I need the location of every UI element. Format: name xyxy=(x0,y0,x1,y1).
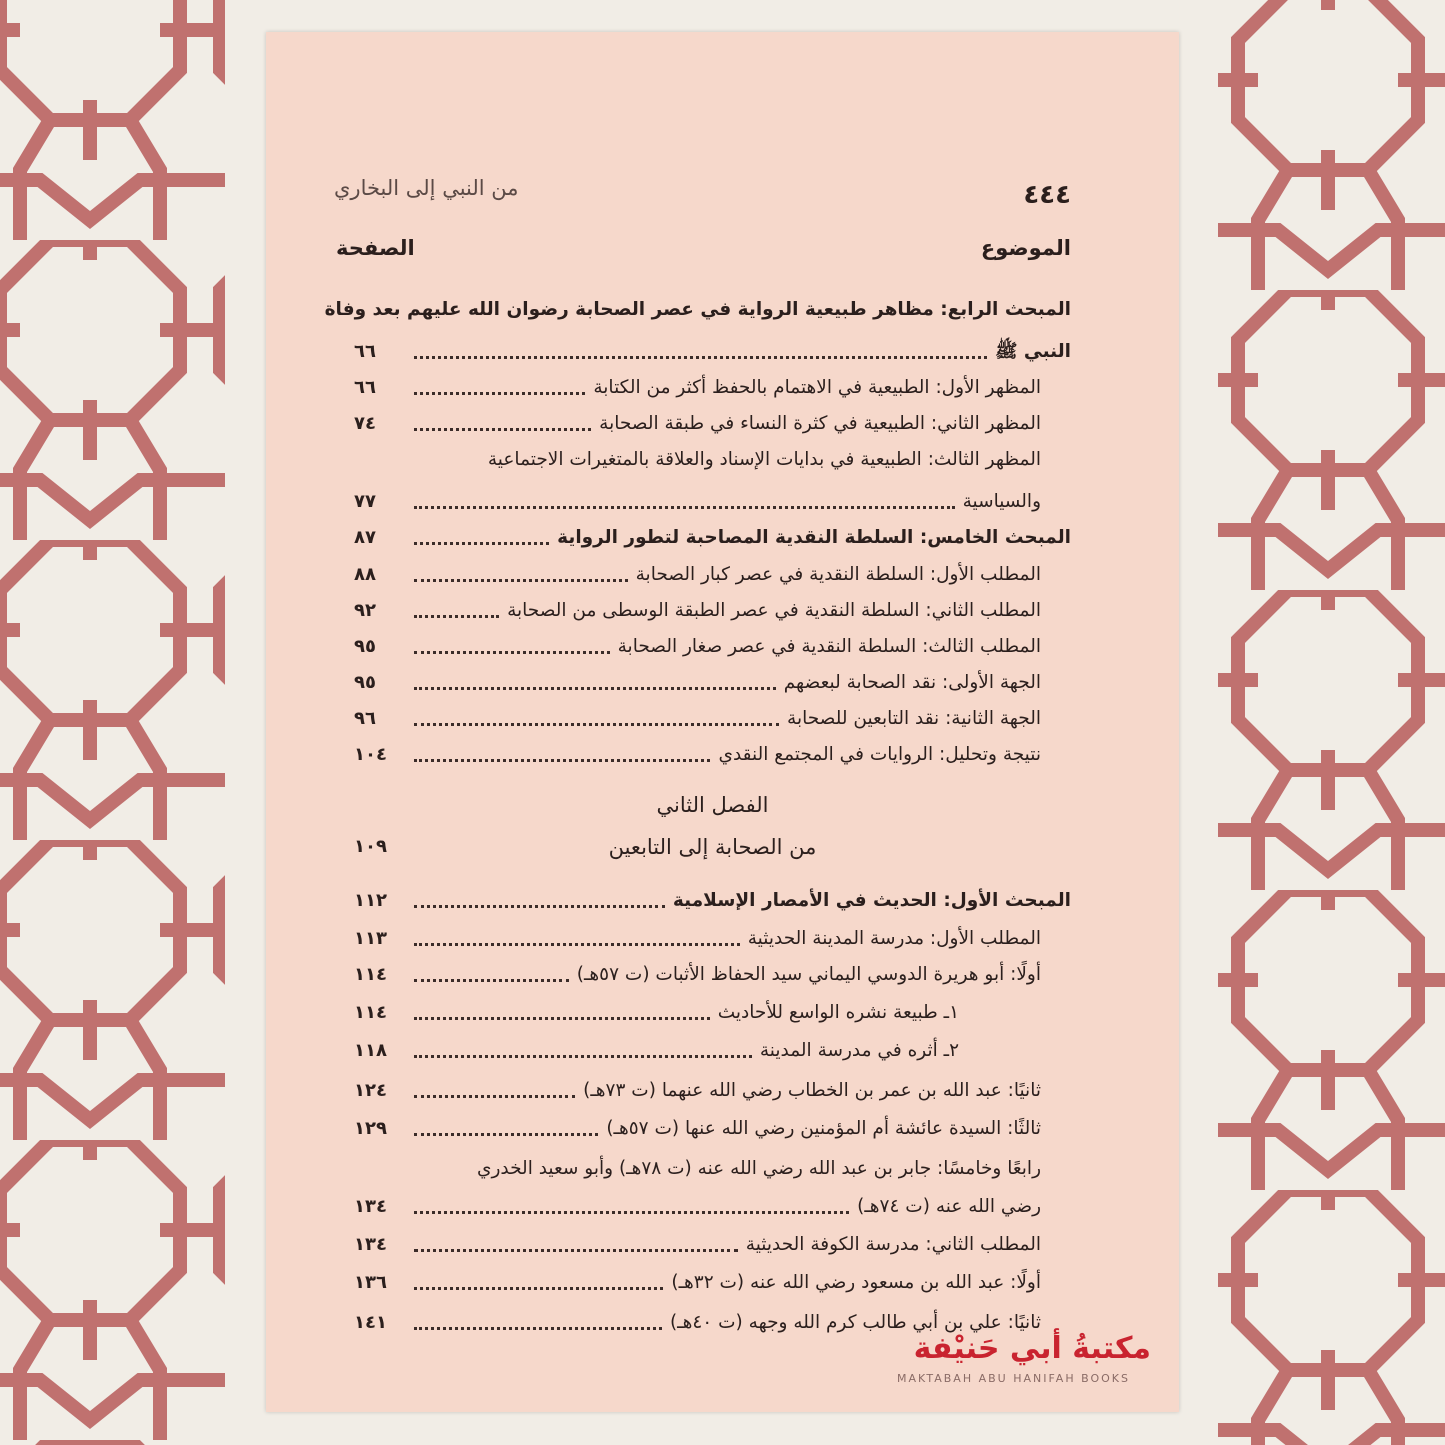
toc-entry-title: المظهر الثالث: الطبيعية في بدايات الإسناد والعلاقة بالمتغيرات الاجتماعية xyxy=(487,449,1041,470)
toc-entry xyxy=(354,373,1071,403)
toc-leader-dots xyxy=(414,1287,663,1290)
chapter-heading: الفصل الثاني xyxy=(656,793,769,817)
toc-entry xyxy=(354,409,1071,439)
toc-leader-dots xyxy=(414,1055,752,1058)
toc-entry xyxy=(354,924,1071,954)
toc-entry xyxy=(354,1230,1071,1260)
toc-entry-title: المظهر الأول: الطبيعية في الاهتمام بالحفظ أكثر من الكتابة xyxy=(593,377,1041,398)
toc-page-number: ٩٢ xyxy=(354,600,376,621)
toc-entry xyxy=(354,1036,1071,1066)
page-header xyxy=(266,172,1179,222)
toc-entry-title: ٢ـ أثره في مدرسة المدينة xyxy=(759,1040,959,1061)
book-page xyxy=(266,32,1179,1412)
toc-leader-dots xyxy=(414,1249,738,1252)
column-headers xyxy=(336,236,1071,270)
page-number: ٤٤٤ xyxy=(1023,180,1071,210)
toc-entry-title: ثانيًا: عبد الله بن عمر بن الخطاب رضي الله عنهما (ت ٧٣هـ) xyxy=(583,1080,1041,1101)
logo-arabic-text: مكتبةُ أبي حَنيْفة xyxy=(913,1331,1151,1366)
toc-entry-title: المطلب الأول: مدرسة المدينة الحديثية xyxy=(747,928,1041,949)
toc-leader-dots xyxy=(414,506,955,509)
toc-page-number: ٩٥ xyxy=(354,672,376,693)
toc-entry xyxy=(354,523,1071,553)
toc-leader-dots xyxy=(414,651,610,654)
toc-leader-dots xyxy=(414,979,569,982)
toc-page-number: ٩٦ xyxy=(354,708,376,729)
column-page-label: الصفحة xyxy=(336,236,415,260)
toc-entry-title: المبحث الخامس: السلطة النقدية المصاحبة لتطور الرواية xyxy=(557,527,1071,548)
toc-page-number: ٨٧ xyxy=(354,527,376,548)
toc-entry xyxy=(354,960,1071,990)
toc-entry xyxy=(354,560,1071,590)
toc-entry xyxy=(354,886,1071,916)
toc-entry-title: ١ـ طبيعة نشره الواسع للأحاديث xyxy=(717,1002,959,1023)
toc-leader-dots xyxy=(414,1327,662,1330)
toc-entry-title: المطلب الثالث: السلطة النقدية في عصر صغار الصحابة xyxy=(617,636,1041,657)
toc-page-number: ١١٣ xyxy=(354,928,387,949)
toc-entry-title: الجهة الأولى: نقد الصحابة لبعضهم xyxy=(783,672,1041,693)
toc-leader-dots xyxy=(414,1211,849,1214)
toc-page-number: ١١٤ xyxy=(354,1002,387,1023)
toc-entry-title: أولًا: عبد الله بن مسعود رضي الله عنه (ت ٣٢هـ) xyxy=(671,1272,1041,1293)
toc-page-number: ١١٨ xyxy=(354,1040,387,1061)
toc-entry xyxy=(354,596,1071,626)
right-geometric-pattern xyxy=(1218,0,1445,1445)
toc-entry-title: أولًا: أبو هريرة الدوسي اليماني سيد الحفاظ الأثبات (ت ٥٧هـ) xyxy=(576,964,1041,985)
toc-entry xyxy=(354,1268,1071,1298)
toc-entry xyxy=(354,337,1071,367)
toc-entry-title: ثالثًا: السيدة عائشة أم المؤمنين رضي الله عنها (ت ٥٧هـ) xyxy=(606,1118,1041,1139)
running-title-calligraphy: من النبي إلى البخاري xyxy=(334,176,519,200)
toc-entry-title: المظهر الثاني: الطبيعية في كثرة النساء في طبقة الصحابة xyxy=(599,413,1041,434)
toc-entry xyxy=(354,632,1071,662)
toc-leader-dots xyxy=(414,905,665,908)
toc-entry xyxy=(354,998,1071,1028)
publisher-logo xyxy=(897,1332,1151,1392)
logo-english-text: MAKTABAH ABU HANIFAH BOOKS xyxy=(897,1372,1130,1385)
toc-leader-dots xyxy=(414,356,987,359)
toc-leader-dots xyxy=(414,542,549,545)
toc-entry-title: المبحث الأول: الحديث في الأمصار الإسلامية xyxy=(672,890,1071,911)
toc-entry-title: المبحث الرابع: مظاهر طبيعية الرواية في عصر الصحابة رضوان الله عليهم بعد وفاة xyxy=(324,299,1071,320)
toc-page-number: ١٣٤ xyxy=(354,1196,387,1217)
toc-leader-dots xyxy=(414,943,740,946)
left-geometric-pattern xyxy=(0,0,225,1445)
toc-page-number: ١٣٤ xyxy=(354,1234,387,1255)
toc-entry xyxy=(354,832,1071,862)
toc-entry xyxy=(324,295,1071,325)
toc-entry xyxy=(354,668,1071,698)
toc-leader-dots xyxy=(414,392,585,395)
toc-page-number: ٨٨ xyxy=(354,564,376,585)
toc-entry xyxy=(354,1076,1071,1106)
toc-page-number: ٩٥ xyxy=(354,636,376,657)
toc-leader-dots xyxy=(414,759,710,762)
toc-leader-dots xyxy=(414,1017,710,1020)
toc-page-number: ١١٤ xyxy=(354,964,387,985)
toc-leader-dots xyxy=(414,1133,598,1136)
toc-entry-title: المطلب الثاني: السلطة النقدية في عصر الطبقة الوسطى من الصحابة xyxy=(507,600,1041,621)
toc-leader-dots xyxy=(414,428,591,431)
toc-entry xyxy=(354,1114,1071,1144)
toc-entry xyxy=(354,487,1071,517)
toc-page-number: ١٤١ xyxy=(354,1312,387,1333)
toc-leader-dots xyxy=(414,687,776,690)
chapter-heading: من الصحابة إلى التابعين xyxy=(608,835,817,859)
toc-leader-dots xyxy=(414,1095,575,1098)
toc-entry-title: رابعًا وخامسًا: جابر بن عبد الله رضي الله عنه (ت ٧٨هـ) وأبو سعيد الخدري xyxy=(476,1158,1041,1179)
toc-entry xyxy=(354,1192,1071,1222)
toc-page-number: ١٠٩ xyxy=(354,836,387,857)
toc-entry-title: ثانيًا: علي بن أبي طالب كرم الله وجهه (ت ٤٠هـ) xyxy=(669,1312,1041,1333)
toc-entry-title: المطلب الثاني: مدرسة الكوفة الحديثية xyxy=(745,1234,1041,1255)
toc-entry-title: والسياسية xyxy=(962,491,1041,512)
toc-page-number: ١٠٤ xyxy=(354,744,387,765)
toc-page-number: ١١٢ xyxy=(354,890,387,911)
toc-entry-title: الجهة الثانية: نقد التابعين للصحابة xyxy=(787,708,1041,729)
toc-page-number: ٦٦ xyxy=(354,377,376,398)
toc-leader-dots xyxy=(414,615,499,618)
toc-page-number: ١٣٦ xyxy=(354,1272,387,1293)
toc-page-number: ١٢٤ xyxy=(354,1080,387,1101)
column-topic-label: الموضوع xyxy=(980,236,1071,260)
toc-entry-title: النبي ﷺ xyxy=(995,341,1071,362)
toc-page-number: ٧٤ xyxy=(354,413,376,434)
toc-entry xyxy=(354,704,1071,734)
toc-leader-dots xyxy=(414,579,628,582)
toc-entry xyxy=(354,445,1071,475)
toc-entry-title: رضي الله عنه (ت ٧٤هـ) xyxy=(857,1196,1041,1217)
toc-entry xyxy=(354,790,1071,820)
toc-entry xyxy=(354,1154,1071,1184)
toc-page-number: ٦٦ xyxy=(354,341,376,362)
toc-entry-title: نتيجة وتحليل: الروايات في المجتمع النقدي xyxy=(718,744,1041,765)
toc-page-number: ٧٧ xyxy=(354,491,376,512)
toc-page-number: ١٢٩ xyxy=(354,1118,387,1139)
toc-entry xyxy=(354,740,1071,770)
toc-entry-title: المطلب الأول: السلطة النقدية في عصر كبار الصحابة xyxy=(635,564,1041,585)
toc-leader-dots xyxy=(414,723,779,726)
